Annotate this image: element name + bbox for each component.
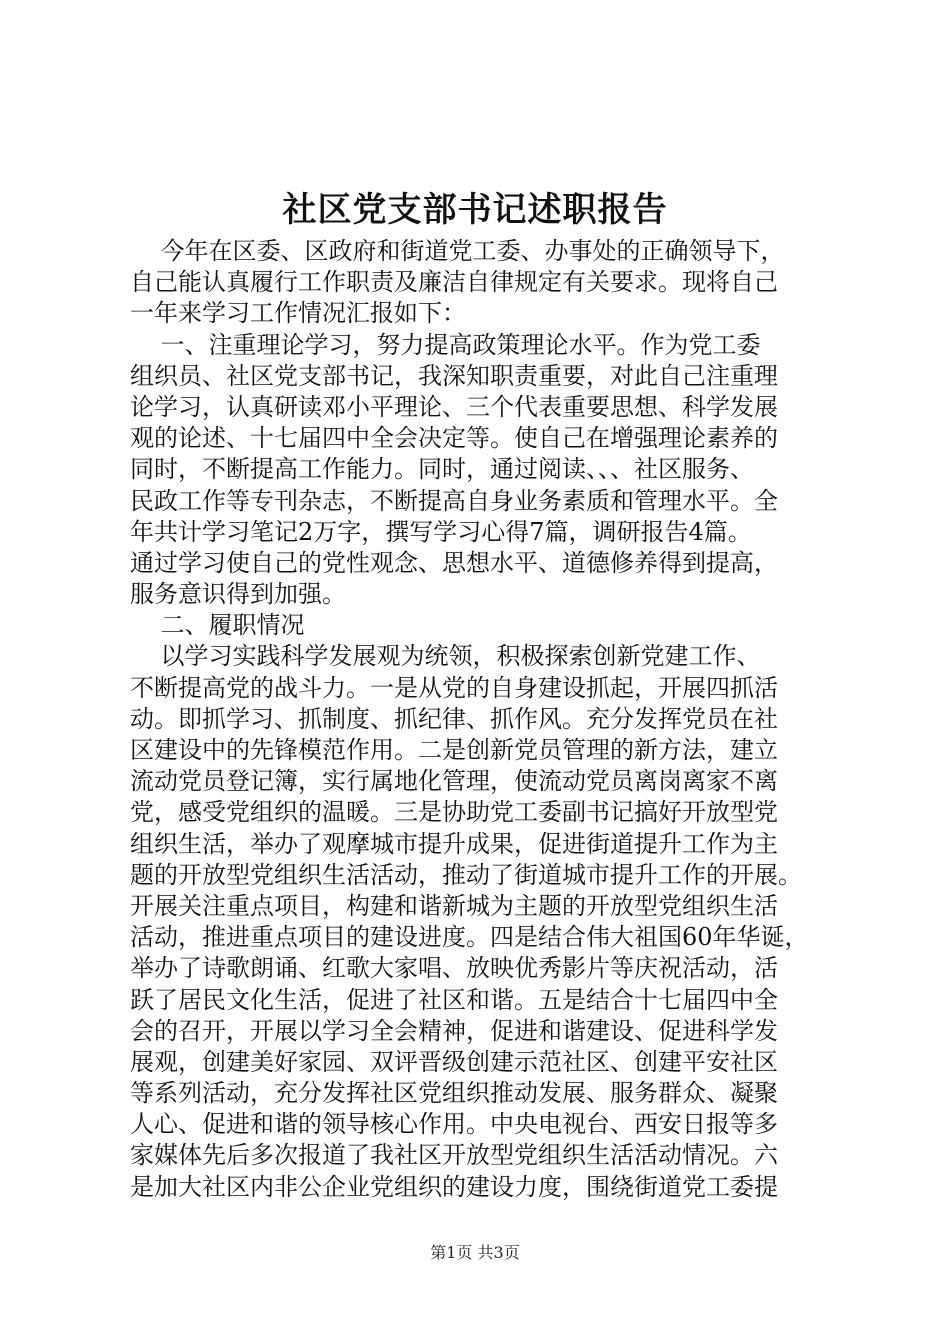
text-line: 不断提高党的战斗力。一是从党的自身建设抓起，开展四抓活 xyxy=(130,673,778,702)
text-line: 题的开放型党组织生活活动，推动了街道城市提升工作的开展。 xyxy=(130,860,802,889)
text-line: 会的召开，开展以学习全会精神，促进和谐建设、促进科学发 xyxy=(130,1016,778,1045)
text-line: 以学习实践科学发展观为统领，积极探索创新党建工作、 xyxy=(130,642,761,671)
text-line: 活动，推进重点项目的建设进度。四是结合伟大祖国60年华诞， xyxy=(130,923,809,952)
document-title: 社区党支部书记述职报告 xyxy=(282,190,668,230)
text-line: 年共计学习笔记2万字，撰写学习心得7篇，调研报告4篇。 xyxy=(130,517,752,546)
text-line: 同时，不断提高工作能力。同时，通过阅读、、、社区服务、 xyxy=(130,455,754,484)
text-line: 一、注重理论学习，努力提高政策理论水平。作为党工委 xyxy=(130,330,761,359)
text-line: 通过学习使自己的党性观念、思想水平、道德修养得到提高， xyxy=(130,548,778,577)
text-line: 人心、促进和谐的领导核心作用。中央电视台、西安日报等多 xyxy=(130,1110,778,1139)
text-line: 家媒体先后多次报道了我社区开放型党组织生活活动情况。六 xyxy=(130,1141,778,1170)
text-line: 服务意识得到加强。 xyxy=(130,580,346,609)
text-line: 观的论述、十七届四中全会决定等。使自己在增强理论素养的 xyxy=(130,424,778,453)
text-line: 开展关注重点项目，构建和谐新城为主题的开放型党组织生活 xyxy=(130,891,778,920)
text-line: 组织生活，举办了观摩城市提升成果，促进街道提升工作为主 xyxy=(130,829,778,858)
text-line: 党，感受党组织的温暖。三是协助党工委副书记搞好开放型党 xyxy=(130,798,778,827)
text-line: 民政工作等专刊杂志，不断提高自身业务素质和管理水平。全 xyxy=(130,486,778,515)
page-footer: 第1页 共3页 xyxy=(430,1243,520,1262)
text-line: 一年来学习工作情况汇报如下： xyxy=(130,299,466,328)
text-line: 展观，创建美好家园、双评晋级创建示范社区、创建平安社区 xyxy=(130,1047,778,1076)
text-line: 流动党员登记簿，实行属地化管理，使流动党员离岗离家不离 xyxy=(130,767,778,796)
text-line: 跃了居民文化生活，促进了社区和谐。五是结合十七届四中全 xyxy=(130,985,778,1014)
text-line: 区建设中的先锋模范作用。二是创新党员管理的新方法，建立 xyxy=(130,736,778,764)
document-body xyxy=(130,236,830,1203)
text-line: 等系列活动，充分发挥社区党组织推动发展、服务群众、凝聚 xyxy=(130,1079,778,1108)
text-line: 举办了诗歌朗诵、红歌大家唱、放映优秀影片等庆祝活动，活 xyxy=(130,954,778,983)
text-line: 今年在区委、区政府和街道党工委、办事处的正确领导下， xyxy=(130,237,785,265)
text-line: 二、履职情况 xyxy=(130,611,305,640)
text-line: 自己能认真履行工作职责及廉洁自律规定有关要求。现将自己 xyxy=(130,268,778,297)
text-line: 动。即抓学习、抓制度、抓纪律、抓作风。充分发挥党员在社 xyxy=(130,704,778,733)
text-line: 论学习，认真研读邓小平理论、三个代表重要思想、科学发展 xyxy=(130,392,778,421)
text-line: 组织员、社区党支部书记，我深知职责重要，对此自己注重理 xyxy=(130,361,778,390)
text-line: 是加大社区内非公企业党组织的建设力度，围绕街道党工委提 xyxy=(130,1172,778,1201)
